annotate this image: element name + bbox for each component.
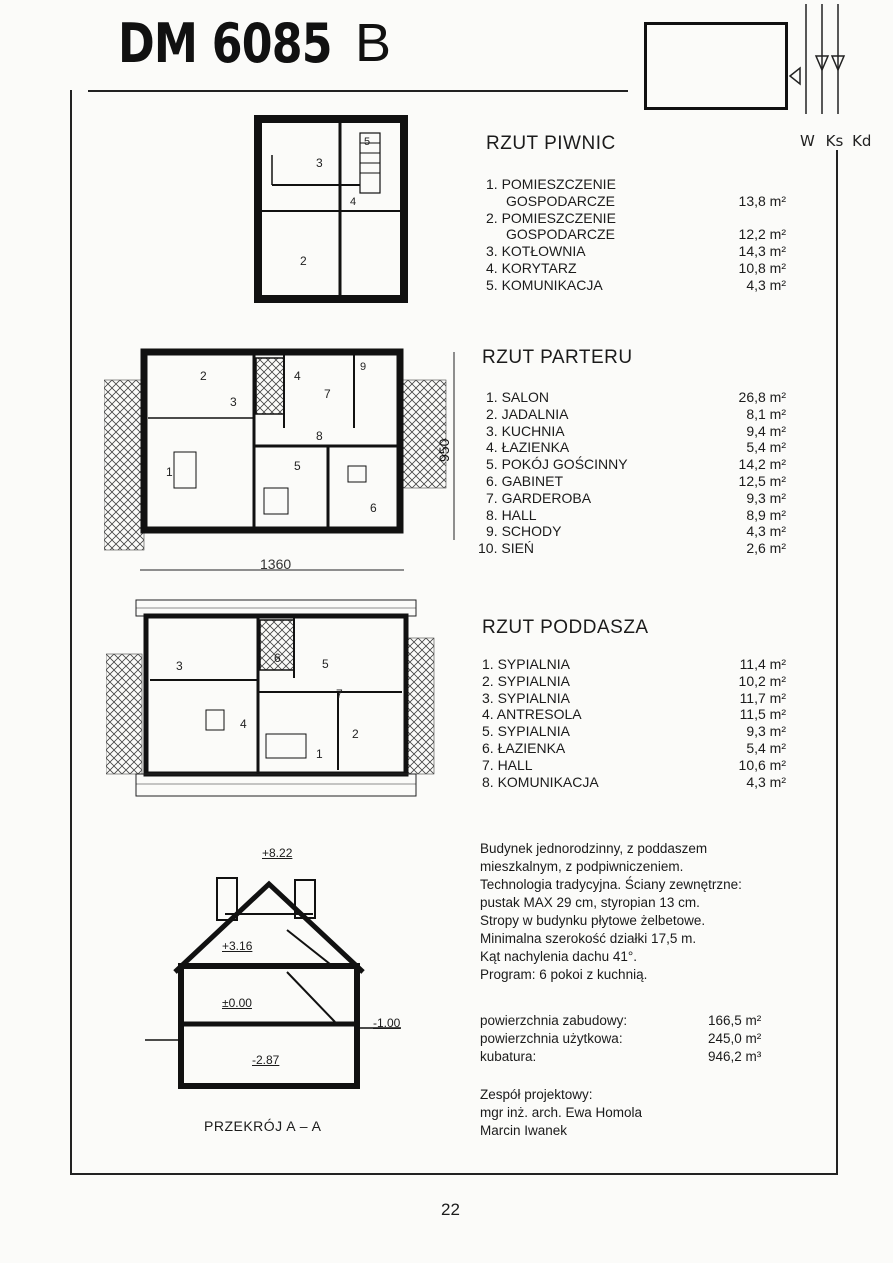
svg-text:3: 3 (230, 395, 237, 409)
svg-text:1: 1 (316, 747, 323, 761)
svg-text:4: 4 (294, 369, 301, 383)
room-name: 8. HALL (486, 506, 537, 523)
ground-width-dimension: 1360 (260, 556, 292, 572)
description-line: pustak MAX 29 cm, styropian 13 cm. (480, 895, 700, 910)
stat-value: 946,2 m³ (708, 1049, 762, 1064)
room-name: 2. SYPIALNIA (482, 672, 570, 689)
room-name: 7. HALL (482, 756, 533, 773)
room-name: 5. KOMUNIKACJA (486, 276, 603, 293)
team-line: mgr inż. arch. Ewa Homola (480, 1105, 643, 1120)
frame-top-line (88, 90, 628, 92)
room-name: 3. KUCHNIA (486, 422, 565, 439)
room-area: 9,3 m² (746, 489, 786, 506)
ground-room-list (478, 389, 786, 557)
description-line: Minimalna szerokość działki 17,5 m. (480, 931, 697, 946)
basement-plan-drawing (250, 115, 410, 305)
room-name: 3. SYPIALNIA (482, 689, 570, 706)
room-name: 7. GARDEROBA (486, 489, 592, 506)
team-line: Zespół projektowy: (480, 1087, 593, 1102)
attic-room-list (482, 656, 786, 790)
svg-text:5: 5 (364, 136, 371, 148)
attic-title: RZUT PODDASZA (482, 617, 649, 638)
design-variant: B (355, 13, 392, 73)
room-name: GOSPODARCZE (506, 226, 615, 243)
svg-text:6: 6 (370, 501, 377, 515)
page-number: 22 (441, 1200, 460, 1219)
frame-left-line (70, 90, 72, 1175)
room-area: 9,4 m² (746, 422, 786, 439)
svg-text:2: 2 (300, 254, 307, 268)
room-area: 5,4 m² (746, 439, 786, 456)
room-name: 2. POMIESZCZENIE (486, 209, 616, 226)
room-name: 6. GABINET (486, 472, 564, 489)
svg-text:8: 8 (316, 429, 323, 443)
description-line: Technologia tradycyjna. Ściany zewnętrzne: (480, 877, 742, 892)
room-area: 8,1 m² (746, 405, 786, 422)
basement-title: RZUT PIWNIC (486, 133, 616, 154)
room-area: 26,8 m² (738, 389, 786, 405)
room-area: 2,6 m² (746, 540, 786, 557)
room-name: 4. ANTRESOLA (482, 706, 582, 723)
stamp-box (644, 22, 788, 110)
room-area: 4,3 m² (746, 523, 786, 540)
legend-ks: Ks (825, 132, 844, 150)
stat-label: kubatura: (480, 1049, 537, 1064)
svg-text:3: 3 (316, 156, 323, 170)
level-basement: -2.87 (252, 1053, 280, 1067)
frame-right-line (836, 150, 838, 1174)
room-area: 11,4 m² (739, 656, 786, 672)
room-name: 1. SYPIALNIA (482, 656, 570, 672)
ground-floor-plan-drawing (104, 340, 464, 580)
stat-value: 166,5 m² (708, 1013, 762, 1028)
description-line: Program: 6 pokoi z kuchnią. (480, 967, 648, 982)
svg-text:6: 6 (274, 651, 281, 665)
room-area: 4,3 m² (746, 773, 786, 790)
room-name: 8. KOMUNIKACJA (482, 773, 599, 790)
area-stats (480, 1012, 810, 1066)
level-attic: +3.16 (222, 939, 253, 953)
legend-w: W (800, 132, 815, 150)
legend-arrows-graphic (786, 4, 856, 144)
room-name: 4. KORYTARZ (486, 259, 577, 276)
ground-depth-dimension: 950 (436, 438, 452, 462)
design-team (480, 1086, 810, 1140)
section-caption: PRZEKRÓJ A – A (204, 1118, 322, 1134)
svg-text:1: 1 (166, 465, 173, 479)
svg-text:2: 2 (352, 727, 359, 741)
svg-text:5: 5 (322, 657, 329, 671)
svg-text:4: 4 (350, 196, 357, 208)
room-area: 10,2 m² (738, 672, 786, 689)
svg-text:7: 7 (324, 387, 331, 401)
description-line: Stropy w budynku płytowe żelbetowe. (480, 913, 706, 928)
room-area: 12,2 m² (738, 226, 786, 243)
design-code: DM 6085 (118, 12, 332, 75)
room-name: 5. SYPIALNIA (482, 723, 570, 740)
room-area: 10,6 m² (738, 756, 786, 773)
level-terrain: -1.00 (373, 1016, 401, 1030)
room-name: 3. KOTŁOWNIA (486, 243, 586, 260)
room-area: 14,2 m² (738, 456, 786, 473)
room-area: 14,3 m² (738, 243, 786, 260)
description-line: Kąt nachylenia dachu 41°. (480, 949, 638, 964)
team-line: Marcin Iwanek (480, 1123, 568, 1138)
room-area: 9,3 m² (746, 723, 786, 740)
level-ridge: +8.22 (262, 846, 293, 860)
building-description (480, 840, 810, 984)
level-ground: ±0.00 (222, 996, 252, 1010)
description-line: mieszkalnym, z podpiwniczeniem. (480, 859, 684, 874)
description-line: Budynek jednorodzinny, z poddaszem (480, 841, 708, 856)
svg-text:7: 7 (336, 687, 343, 701)
room-area: 5,4 m² (746, 739, 786, 756)
stat-value: 245,0 m² (708, 1031, 762, 1046)
room-name: 9. SCHODY (486, 523, 562, 540)
svg-text:2: 2 (200, 369, 207, 383)
frame-bottom-line (70, 1173, 838, 1175)
room-area: 8,9 m² (746, 506, 786, 523)
room-name: 10. SIEŃ (478, 540, 535, 557)
cross-section-drawing (145, 850, 415, 1090)
svg-text:4: 4 (240, 717, 247, 731)
ground-title: RZUT PARTERU (482, 347, 633, 368)
room-area: 11,5 m² (739, 706, 786, 723)
svg-text:5: 5 (294, 459, 301, 473)
room-name: 5. POKÓJ GOŚCINNY (486, 456, 628, 473)
room-name: GOSPODARCZE (506, 192, 615, 209)
svg-text:9: 9 (360, 361, 367, 373)
room-name: 1. POMIESZCZENIE (486, 176, 616, 192)
legend-kd: Kd (852, 132, 872, 150)
room-area: 11,7 m² (739, 689, 786, 706)
room-area: 4,3 m² (746, 276, 786, 293)
stat-label: powierzchnia zabudowy: (480, 1013, 628, 1028)
room-name: 4. ŁAZIENKA (486, 439, 570, 456)
room-area: 12,5 m² (738, 472, 786, 489)
room-name: 6. ŁAZIENKA (482, 739, 566, 756)
attic-plan-drawing (106, 598, 446, 808)
room-name: 1. SALON (486, 389, 550, 405)
room-area: 10,8 m² (738, 259, 786, 276)
room-name: 2. JADALNIA (486, 405, 569, 422)
basement-room-list (486, 176, 786, 294)
svg-text:3: 3 (176, 659, 183, 673)
room-area: 13,8 m² (738, 192, 786, 209)
stat-label: powierzchnia użytkowa: (480, 1031, 623, 1046)
